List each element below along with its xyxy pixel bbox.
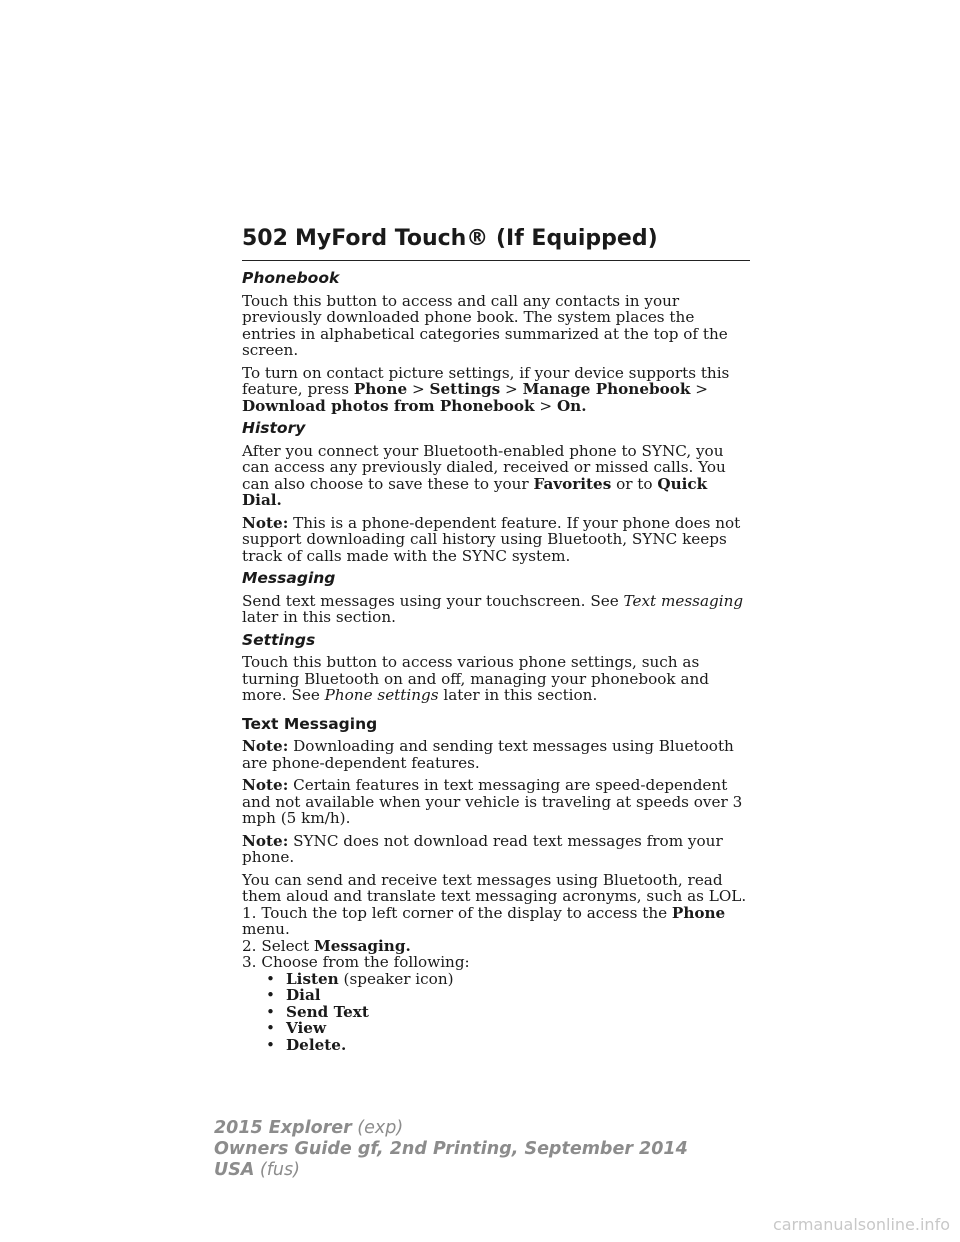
heading-history: History (242, 419, 306, 437)
phonebook-paragraph-2 (242, 365, 752, 415)
text: menu. (242, 920, 290, 938)
text: later in this section. (438, 686, 598, 704)
history-paragraph (242, 443, 752, 509)
path-sep: > (407, 380, 430, 398)
option-suffix: (speaker icon) (338, 969, 454, 988)
page-content (242, 270, 752, 1053)
messaging-term: Messaging. (314, 936, 411, 955)
favorites-term: Favorites (533, 474, 612, 493)
footer-market: USA (214, 1160, 255, 1180)
footer-line-1 (214, 1118, 688, 1139)
watermark: carmanualsonline.info (772, 1215, 950, 1234)
option-label: Delete. (286, 1035, 347, 1054)
messaging-paragraph (242, 593, 752, 626)
footer-code: (exp) (351, 1118, 404, 1138)
note-text: This is a phone-dependent feature. If your phone does not support downloading call history using Bluetooth, SYNC keeps track of calls made with the SYNC system. (242, 513, 741, 565)
page-number: 502 (242, 226, 288, 251)
path-sep: > (500, 380, 523, 398)
note-label: Note: (242, 737, 289, 755)
text: Touch this button to access various phone settings, such as turning Bluetooth on and off, managing your phonebook and more. See (242, 653, 710, 704)
text: After you connect your Bluetooth-enabled phone to SYNC, you can access any previously dialed, received or missed calls. You can also choose to save these to your (242, 441, 726, 493)
text: 2. Select (242, 936, 314, 955)
heading-messaging: Messaging (242, 569, 336, 587)
step-2 (242, 938, 752, 955)
history-note (242, 515, 752, 565)
page-header (242, 226, 750, 260)
footer-code: (fus) (254, 1160, 300, 1180)
text: To turn on contact picture settings, if your device supports this feature, press (242, 363, 730, 398)
path-item: Settings (429, 380, 501, 398)
path-item: Download photos from Phonebook (242, 396, 535, 415)
note-text: Downloading and sending text messages using Bluetooth are phone-dependent features. (242, 737, 734, 772)
settings-paragraph (242, 654, 752, 704)
path-item: On. (556, 396, 587, 415)
list-item (268, 971, 752, 988)
list-item (268, 1020, 752, 1037)
options-list (242, 971, 752, 1054)
page-footer (214, 1118, 688, 1181)
text: later in this section. (242, 608, 396, 626)
path-sep: > (690, 380, 708, 398)
cross-reference: Phone settings (324, 686, 439, 704)
heading-text-messaging: Text Messaging (242, 714, 378, 733)
note-label: Note: (242, 831, 289, 850)
note-text: SYNC does not download read text messages from your phone. (242, 831, 723, 866)
option-label: Send Text (286, 1002, 369, 1021)
quick-dial-term: Quick Dial. (242, 474, 708, 509)
footer-model: 2015 Explorer (214, 1118, 352, 1138)
path-item: Manage Phonebook (522, 380, 691, 398)
text: 1. Touch the top left corner of the display to access the (242, 903, 672, 922)
note-label: Note: (242, 776, 289, 794)
list-item (268, 1037, 752, 1054)
list-item (268, 987, 752, 1004)
chapter-title: MyFord Touch® (If Equipped) (295, 226, 658, 251)
option-label: Listen (286, 969, 339, 988)
option-label: Dial (286, 986, 321, 1004)
cross-reference: Text messaging (623, 591, 744, 610)
path-item: Phone (353, 380, 408, 398)
text: or to (611, 474, 658, 493)
option-label: View (286, 1019, 327, 1037)
text: Send text messages using your touchscreen. See (242, 591, 624, 610)
step-1 (242, 905, 752, 938)
heading-settings: Settings (242, 630, 316, 649)
text-messaging-note-2 (242, 777, 752, 827)
note-text: Certain features in text messaging are speed-dependent and not available when your vehicle is traveling at speeds over 3 mph (5 km/h). (242, 776, 743, 827)
step-3: 3. Choose from the following: (242, 953, 470, 971)
path-sep: > (534, 396, 557, 415)
text-messaging-steps (242, 872, 752, 1054)
list-item (268, 1004, 752, 1021)
text-messaging-note-3 (242, 833, 752, 866)
text-messaging-note-1 (242, 738, 752, 771)
phone-term: Phone (671, 903, 726, 922)
footer-line-3 (214, 1160, 688, 1181)
footer-line-2: Owners Guide gf, 2nd Printing, September 2014 (214, 1139, 688, 1159)
header-rule (242, 260, 750, 261)
text-messaging-intro: You can send and receive text messages using Bluetooth, read them aloud and translate text messaging acronyms, such as LOL. (242, 870, 747, 905)
note-label: Note: (242, 513, 289, 532)
phonebook-paragraph: Touch this button to access and call any contacts in your previously downloaded phone book. The system places the entries in alphabetical categories summarized at the top of the screen. (242, 291, 728, 359)
heading-phonebook: Phonebook (242, 269, 340, 287)
